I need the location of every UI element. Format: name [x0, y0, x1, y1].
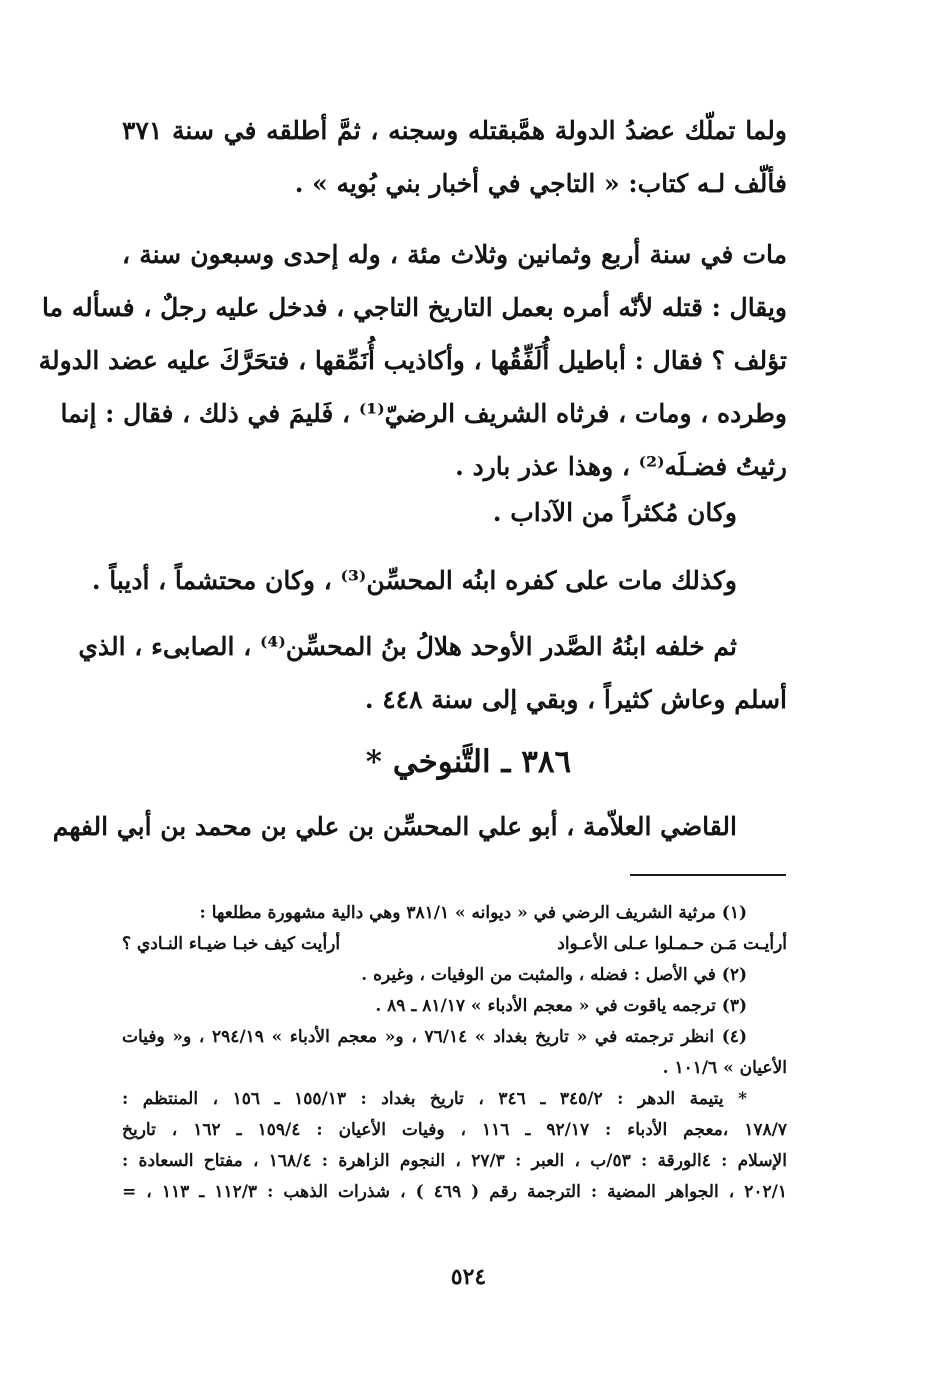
paragraph-grandson	[78, 620, 787, 726]
text-line: وكان مُكثراً من الآداب .	[492, 498, 737, 527]
text-line: وطرده ، ومات ، فرثاه الشريف الرضيّ⁽¹⁾ ، فَليمَ في ذلك ، فقال : إنما	[60, 399, 787, 428]
text-line: رثيتُ فضـلَه⁽²⁾ ، وهذا عذر بارد .	[455, 452, 787, 481]
text-line: ويقال : قتله لأنّه أمره بعمل التاريخ التاجي ، فدخل عليه رجلٌ ، فسأله ما	[42, 293, 787, 322]
footnote-4-continued: الأعيان » ١٠١/٦ .	[662, 1058, 787, 1078]
paragraph-release	[122, 104, 787, 210]
text-line: القاضي العلاّمة ، أبو علي المحسِّن بن علي بن محمد بن أبي الفهم	[52, 812, 737, 841]
footnote-4: (٤) انظر ترجمته في « تاريخ بغداد » ٧٦/١٤ ، و« معجم الأدباء » ٢٩٤/١٩ ، و« وفيات	[122, 1027, 747, 1047]
footnote-1: (١) مرثية الشريف الرضي في « ديوانه » ٣٨١/١ وهي دالية مشهورة مطلعها :	[199, 903, 747, 923]
paragraph-son	[91, 554, 787, 607]
footnote-3: (٣) ترجمه ياقوت في « معجم الأدباء » ٨١/١٧ ـ ٨٩ .	[375, 996, 747, 1016]
footnote-separator	[630, 874, 786, 876]
footnote-sources: ٢٠٢/١ ، الجواهر المضية : الترجمة رقم ( ٤٦٩ ) ، شذرات الذهب : ١١٢/٣ ـ ١١٣ ، =	[122, 1182, 787, 1202]
entry-heading: ٣٨٦ ـ التَّنوخي *	[365, 744, 572, 780]
text-line: ولما تملّك عضدُ الدولة همَّبقتله وسجنه ، ثمَّ أطلقه في سنة ٣٧١	[122, 116, 787, 145]
paragraph-entry-intro	[52, 800, 787, 853]
text-line: مات في سنة أربع وثمانين وثلاث مئة ، وله إحدى وسبعون سنة ،	[122, 240, 787, 269]
verse-first-hemistich: أرأيـت مَـن حـمـلوا عـلى الأعـواد	[557, 934, 787, 954]
page-number: ٥٢٤	[450, 1264, 487, 1290]
footnote-sources: الإسلام : ٤الورقة : ٥٣/ب ، العبر : ٢٧/٣ ، النجوم الزاهرة : ١٦٨/٤ ، مفتاح السعادة :	[122, 1151, 787, 1171]
footnotes	[122, 898, 787, 1208]
text-line: فألّف لـه كتاب: « التاجي في أخبار بني بُويه » .	[294, 169, 787, 198]
text-line: وكذلك مات على كفره ابنُه المحسِّن⁽³⁾ ، وكان محتشماً ، أديباً .	[91, 566, 737, 595]
text-line: ثم خلفه ابنُهُ الصَّدر الأوحد هلالُ بنُ المحسِّن⁽⁴⁾ ، الصابىء ، الذي	[78, 632, 737, 661]
footnote-sources: ١٧٨/٧ ،معجم الأدباء : ٩٢/١٧ ـ ١١٦ ، وفيات الأعيان : ١٥٩/٤ ـ ١٦٢ ، تاريخ	[122, 1120, 787, 1140]
verse-second-hemistich: أرأيت كيف خبـا ضيـاء النـادي ؟	[122, 934, 341, 954]
text-line: تؤلف ؟ فقال : أباطيل أُلَفِّقُها ، وأكاذيب أُنَمِّقها ، فتحَرَّكَ عليه عضد الدولة	[38, 346, 787, 375]
footnote-1-verse	[122, 929, 787, 960]
text-line: أسلم وعاش كثيراً ، وبقي إلى سنة ٤٤٨ .	[364, 685, 787, 714]
paragraph-adab	[122, 486, 787, 539]
paragraph-death	[38, 228, 787, 493]
footnote-2: (٢) في الأصل : فضله ، والمثبت من الوفيات ، وغيره .	[361, 965, 747, 985]
footnote-sources: * يتيمة الدهر : ٣٤٥/٢ ـ ٣٤٦ ، تاريخ بغداد : ١٥٥/١٣ ـ ١٥٦ ، المنتظم :	[122, 1089, 747, 1109]
